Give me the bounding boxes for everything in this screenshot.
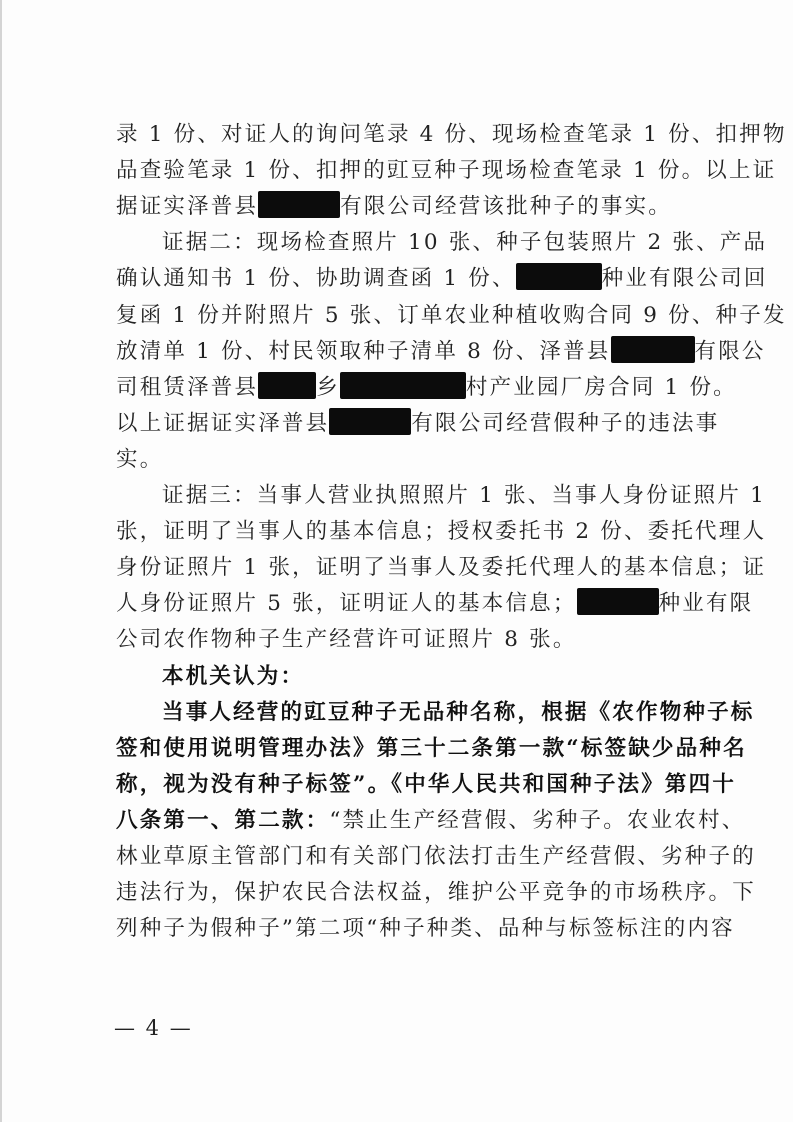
- text-line: [116, 731, 747, 767]
- text-line: [116, 298, 787, 334]
- redaction-block: [258, 191, 340, 218]
- text-segment: 种业有限: [658, 591, 754, 617]
- bold-text: 称，视为没有种子标签”。《中华人民共和国种子法》第四十: [116, 771, 737, 797]
- text-line: [116, 875, 756, 911]
- text-segment: 复函 1 份并附照片 5 张、订单农业种植收购合同 9 份、种子发: [116, 302, 787, 328]
- redaction-block: [611, 336, 695, 363]
- bold-text: 当事人经营的豇豆种子无品种名称，根据《农作物种子标: [162, 699, 755, 725]
- text-line: [116, 586, 754, 622]
- text-segment: 放清单 1 份、村民领取种子清单 8 份、泽普县: [116, 338, 611, 364]
- text-line: [116, 839, 756, 875]
- text-line: [116, 695, 762, 731]
- text-segment: 种业有限公司回: [601, 266, 768, 292]
- text-segment: 以上证据证实泽普县: [116, 410, 330, 436]
- text-segment: 张，证明了当事人的基本信息；授权委托书 2 份、委托代理人: [116, 519, 767, 545]
- text-line: [116, 514, 767, 550]
- text-line: [116, 261, 768, 297]
- redaction-block: [516, 263, 602, 290]
- text-line: [116, 622, 716, 658]
- text-segment: 确认通知书 1 份、协助调查函 1 份、: [116, 266, 516, 292]
- text-line: [116, 225, 768, 261]
- text-segment: 村产业园厂房合同 1 份。: [465, 374, 737, 400]
- bold-text: 签和使用说明管理办法》第三十二条第一款“标签缺少品种名: [116, 735, 747, 761]
- text-line: [116, 550, 767, 586]
- text-segment: 有限公司经营假种子的违法事: [411, 410, 720, 436]
- bold-text: 本机关认为：: [162, 663, 305, 689]
- text-segment: 人身份证照片 5 张，证明证人的基本信息；: [116, 591, 577, 617]
- text-line: [116, 803, 746, 839]
- text-line: [116, 911, 735, 947]
- text-segment: 林业草原主管部门和有关部门依法打击生产经营假、劣种子的: [116, 844, 756, 869]
- text-line: [116, 478, 766, 514]
- text-segment: 录 1 份、对证人的询问笔录 4 份、现场检查笔录 1 份、扣押物: [116, 122, 787, 147]
- text-line: [116, 334, 766, 370]
- text-line: [116, 370, 737, 406]
- text-segment: “禁止生产经营假、劣种子。农业农村、: [329, 807, 746, 833]
- text-segment: 有限公: [694, 338, 766, 364]
- redaction-block: [340, 372, 466, 399]
- text-segment: 乡: [316, 374, 340, 400]
- redaction-block: [577, 588, 659, 615]
- redaction-block: [258, 372, 316, 399]
- page-number: — 4 —: [114, 1016, 193, 1040]
- text-line: [116, 153, 777, 189]
- redaction-block: [329, 408, 411, 435]
- text-segment: 司租赁泽普县: [116, 374, 259, 400]
- text-line: [116, 189, 716, 225]
- text-line: [116, 406, 720, 442]
- text-segment: 据证实泽普县: [116, 194, 259, 220]
- text-segment: 列种子为假种子”第二项“种子种类、品种与标签标注的内容: [116, 916, 735, 942]
- scan-edge: [0, 0, 2, 1122]
- bold-text: 八条第一、第二款：: [116, 807, 330, 833]
- text-segment: 有限公司经营该批种子的事实。: [340, 194, 673, 220]
- text-segment: 身份证照片 1 张，证明了当事人及委托代理人的基本信息；证: [116, 555, 767, 581]
- text-segment: 品查验笔录 1 份、扣押的豇豆种子现场检查笔录 1 份。以上证: [116, 158, 777, 184]
- text-segment: 违法行为，保护农民合法权益，维护公平竞争的市场秩序。下: [116, 880, 756, 906]
- text-line: [116, 442, 716, 478]
- text-segment: 证据三：当事人营业执照照片 1 张、当事人身份证照片 1: [162, 483, 766, 508]
- text-segment: 证据二：现场检查照片 10 张、种子包装照片 2 张、产品: [162, 230, 768, 256]
- text-segment: 公司农作物种子生产经营许可证照片 8 张。: [116, 627, 577, 653]
- text-line: [116, 767, 737, 803]
- text-segment: 实。: [116, 446, 164, 472]
- text-line: [116, 117, 787, 153]
- text-line: [116, 659, 762, 695]
